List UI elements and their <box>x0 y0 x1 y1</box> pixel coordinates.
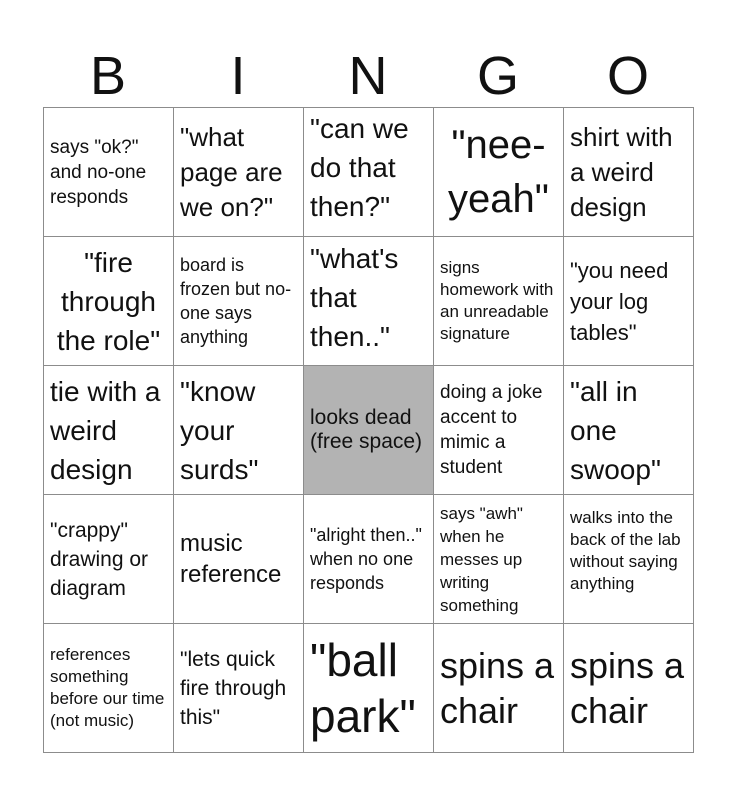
cell-text: music reference <box>180 530 282 588</box>
cell-text: "know your surds" <box>180 375 259 485</box>
bingo-cell[interactable] <box>304 624 434 753</box>
board-row-4 <box>44 495 694 624</box>
board-row-5 <box>44 624 694 753</box>
cell-text: doing a joke accent to mimic a student <box>440 382 543 478</box>
bingo-header <box>43 46 693 106</box>
cell-text: "what page are we on?" <box>180 121 283 222</box>
bingo-cell[interactable] <box>434 624 564 753</box>
bingo-board <box>43 107 694 753</box>
board-row-1 <box>44 108 694 237</box>
cell-text: spins a chair <box>570 645 685 731</box>
bingo-cell[interactable] <box>434 495 564 624</box>
cell-text: tie with a weird design <box>50 375 161 485</box>
bingo-cell[interactable] <box>564 624 694 753</box>
bingo-cell[interactable] <box>174 624 304 753</box>
bingo-cell[interactable] <box>44 366 174 495</box>
bingo-cell[interactable] <box>174 108 304 237</box>
bingo-cell[interactable] <box>434 237 564 366</box>
bingo-cell[interactable] <box>44 495 174 624</box>
bingo-cell[interactable] <box>304 108 434 237</box>
cell-text: "nee-yeah" <box>448 123 549 221</box>
bingo-cell[interactable] <box>44 108 174 237</box>
bingo-cell[interactable] <box>174 495 304 624</box>
bingo-cell[interactable] <box>44 624 174 753</box>
cell-text: says "ok?" and no-one responds <box>50 136 147 208</box>
cell-text: says "awh" when he messes up writing something <box>440 503 523 615</box>
cell-text: spins a chair <box>440 645 555 731</box>
header-letter-n: N <box>348 46 388 106</box>
cell-text: "can we do that then?" <box>310 112 409 222</box>
cell-text: "what's that then.." <box>310 242 399 352</box>
bingo-cell[interactable] <box>304 495 434 624</box>
bingo-cell[interactable] <box>434 366 564 495</box>
cell-text: board is frozen but no-one says anything <box>180 255 292 347</box>
cell-text: references something before our time (not music) <box>50 645 165 730</box>
bingo-cell[interactable] <box>174 366 304 495</box>
cell-text: looks dead (free space) <box>310 406 423 453</box>
bingo-cell[interactable] <box>564 495 694 624</box>
bingo-cell[interactable] <box>564 366 694 495</box>
header-letter-b: B <box>89 46 127 106</box>
bingo-cell[interactable] <box>174 237 304 366</box>
board-row-2 <box>44 237 694 366</box>
bingo-cell[interactable] <box>434 108 564 237</box>
cell-text: "lets quick fire through this" <box>180 647 287 729</box>
header-letter-i: I <box>230 46 246 106</box>
cell-text: walks into the back of the lab without saying anything <box>570 508 681 593</box>
cell-text: "fire through the role" <box>56 246 161 356</box>
cell-text: "alright then.." when no one responds <box>310 525 422 593</box>
cell-text: signs homework with an unreadable signature <box>440 258 554 343</box>
header-letter-o: O <box>606 46 649 106</box>
cell-text: "all in one swoop" <box>570 375 661 485</box>
cell-text: "ball park" <box>310 634 416 742</box>
header-letter-g: G <box>476 46 519 106</box>
cell-text: shirt with a weird design <box>570 121 673 222</box>
bingo-cell[interactable] <box>564 237 694 366</box>
bingo-cell[interactable] <box>304 237 434 366</box>
bingo-cell[interactable] <box>44 237 174 366</box>
free-space-cell[interactable] <box>304 366 434 495</box>
cell-text: "you need your log tables" <box>570 257 669 345</box>
cell-text: "crappy" drawing or diagram <box>50 518 149 600</box>
bingo-cell[interactable] <box>564 108 694 237</box>
board-row-3 <box>44 366 694 495</box>
